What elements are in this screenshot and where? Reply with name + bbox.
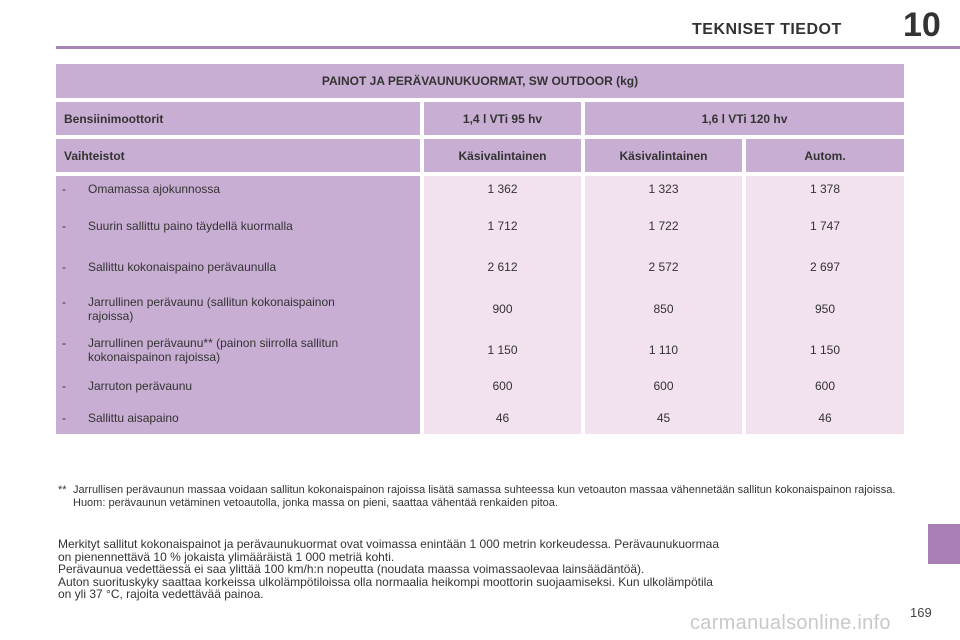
- row-value: 1 722: [648, 219, 679, 233]
- watermark: carmanualsonline.info: [690, 612, 891, 634]
- table-row: [56, 295, 904, 325]
- row-value: 1 150: [809, 343, 841, 357]
- gearbox-3: Autom.: [746, 139, 904, 172]
- row-label-line-1: Jarrullinen perävaunu** (painon siirrolla sallitun: [88, 336, 339, 350]
- engine-2: 1,6 l VTi 120 hv: [585, 102, 904, 135]
- gearbox-2: Käsivalintainen: [585, 139, 742, 172]
- row-value: 1 378: [809, 182, 841, 196]
- engine-label: Bensiinimoottorit: [56, 102, 420, 135]
- row-label: Suurin sallittu paino täydellä kuormalla: [88, 219, 293, 233]
- row-value: 600: [492, 379, 513, 393]
- info-paragraph: [58, 538, 906, 601]
- page-number: 169: [910, 605, 932, 620]
- paragraph-line: on yli 37 °C, rajoita vedettävää painoa.: [58, 587, 264, 602]
- row-value: 1 712: [487, 219, 518, 233]
- chapter-number: 10: [903, 6, 941, 44]
- row-value: 2 572: [648, 260, 679, 274]
- table-row: [56, 411, 904, 427]
- table-row: [56, 379, 904, 395]
- gearbox-1: Käsivalintainen: [424, 139, 581, 172]
- header-rule: [56, 46, 960, 49]
- footnote-mark: **: [58, 484, 67, 496]
- row-value: 1 110: [648, 343, 679, 357]
- table-row: [56, 219, 904, 235]
- row-label: Sallittu kokonaispaino perävaunulla: [88, 260, 277, 274]
- row-value: 2 697: [809, 260, 841, 274]
- row-label: Jarruton perävaunu: [88, 379, 193, 393]
- row-value: 1 150: [487, 343, 518, 357]
- row-label: Sallittu aisapaino: [88, 411, 179, 425]
- paragraph-line: Merkityt sallitut kokonaispainot ja perävaunukuormat ovat voimassa enintään 1 000 metrin korkeudessa. Perävaunukuormaa: [58, 537, 720, 551]
- row-dash: -: [62, 379, 66, 393]
- row-dash: -: [62, 411, 66, 425]
- paragraph-line: Perävaunua vedettäessä ei saa ylittää 100 km/h:n nopeutta (noudata maassa voimassaolevaa lainsäädäntöä).: [58, 562, 645, 577]
- row-label-line-1: Jarrullinen perävaunu (sallitun kokonaispainon: [88, 295, 335, 309]
- chapter-side-tab: [928, 524, 960, 564]
- table-row: [56, 182, 904, 198]
- row-value: 600: [653, 379, 674, 393]
- table-row: [56, 260, 904, 276]
- row-value: 600: [814, 379, 836, 393]
- row-label-line-2: kokonaispainon rajoissa): [88, 350, 221, 364]
- paragraph-line: Auton suorituskyky saattaa korkeissa ulkolämpötiloissa olla normaalia heikompi moottorin suojaamiseksi. Kun ulkolämpötila: [58, 574, 713, 589]
- row-label-line-2: rajoissa): [88, 309, 134, 323]
- row-dash: -: [62, 295, 66, 309]
- row-value: 46: [495, 411, 510, 425]
- table-row: [56, 336, 904, 366]
- row-value: 900: [492, 302, 513, 316]
- row-dash: -: [62, 182, 66, 196]
- paragraph-line: on pienennettävä 10 % jokaista ylimääräistä 1 000 metriä kohti.: [58, 549, 395, 564]
- section-title: TEKNISET TIEDOT: [692, 21, 842, 38]
- row-value: 2 612: [487, 260, 518, 274]
- row-value: 45: [656, 411, 671, 425]
- row-value: 1 362: [487, 182, 518, 196]
- gearbox-label: Vaihteistot: [56, 139, 420, 172]
- engine-1: 1,4 l VTi 95 hv: [424, 102, 581, 135]
- row-value: 46: [818, 411, 832, 425]
- row-value: 1 747: [809, 219, 841, 233]
- row-dash: -: [62, 260, 66, 274]
- footnote-text: Jarrullisen perävaunun massaa voidaan sallitun kokonaispainon rajoissa lisätä samassa suhteessa kun vetoauton massaa vähennetään sallitun kokonaispainon rajoissa. Huom: perävaunun vetäminen vetoautolla, jonka massa on pieni, saattaa vähentää renkaiden pitoa.: [73, 484, 896, 509]
- row-dash: -: [62, 336, 66, 350]
- row-value: 1 323: [648, 182, 679, 196]
- row-value: 950: [814, 302, 836, 316]
- row-dash: -: [62, 219, 66, 233]
- row-label: Omamassa ajokunnossa: [88, 182, 221, 196]
- row-value: 850: [653, 302, 674, 316]
- table-title: PAINOT JA PERÄVAUNUKUORMAT, SW OUTDOOR (kg): [56, 64, 904, 98]
